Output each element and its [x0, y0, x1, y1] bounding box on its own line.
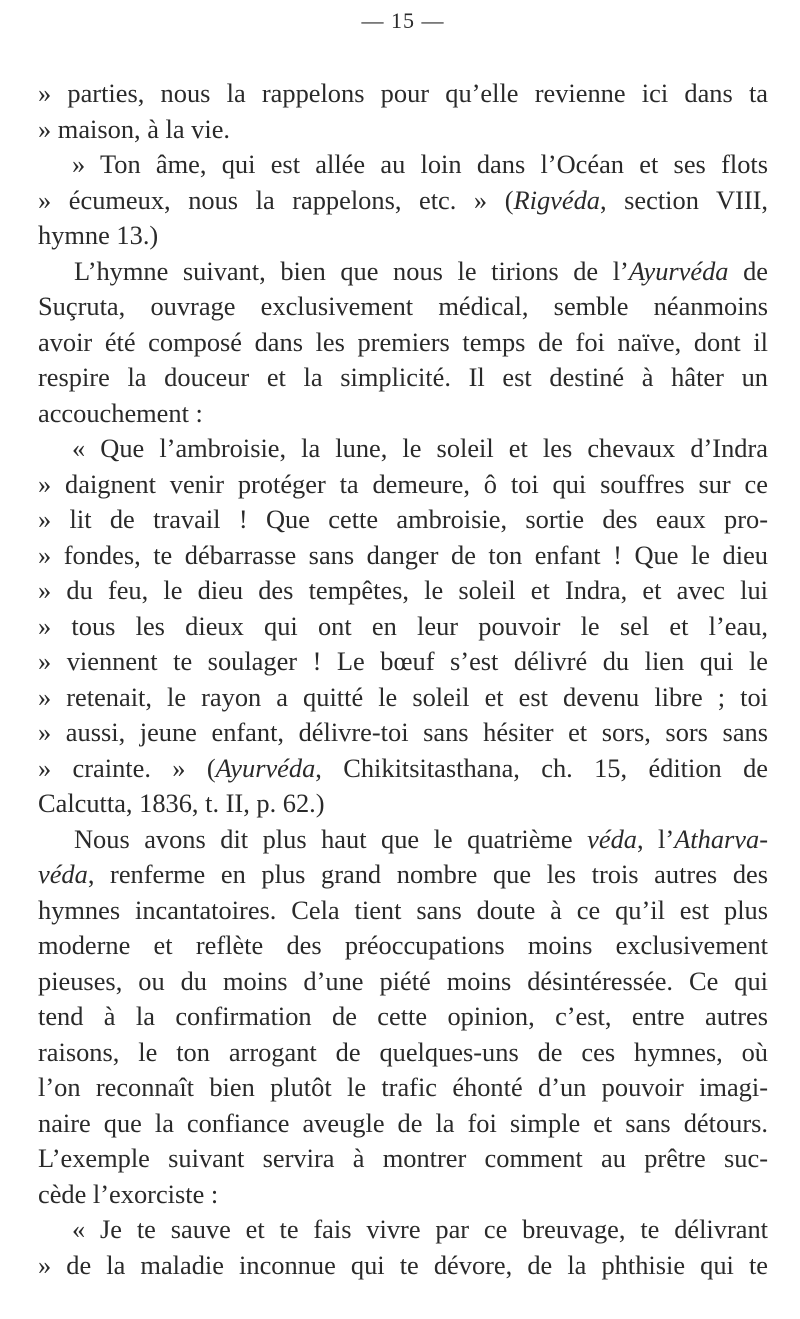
text-line: » viennent te soulager ! Le bœuf s’est délivré du lien qui le: [38, 646, 768, 676]
text-line: » de la maladie inconnue qui te dévore, de la phthisie qui te: [38, 1249, 768, 1280]
text-line: » fondes, te débarrasse sans danger de ton enfant ! Que le dieu: [38, 539, 768, 570]
text-line: » écumeux, nous la rappelons, etc. » (Rigvéda, section VIII,: [38, 184, 768, 215]
text-line: Suçruta, ouvrage exclusivement médical, semble néanmoins: [38, 291, 768, 321]
text-line: » maison, à la vie.: [38, 113, 231, 144]
text-line: « Je te sauve et te fais vivre par ce breuvage, te délivrant: [72, 1214, 768, 1244]
text-line: accouchement :: [38, 397, 203, 428]
book-page: [38, 6, 768, 1283]
body-text: [38, 76, 768, 1283]
text-line: hymnes incantatoires. Cela tient sans doute à ce qu’il est plus: [38, 894, 768, 925]
text-line: » tous les dieux qui ont en leur pouvoir le sel et l’eau,: [38, 610, 768, 641]
page-number: — 15 —: [361, 8, 445, 33]
text-line: Nous avons dit plus haut que le quatrième véda, l’Atharva-: [74, 823, 768, 854]
text-line: respire la douceur et la simplicité. Il est destiné à hâter un: [38, 362, 768, 392]
text-line: » aussi, jeune enfant, délivre-toi sans hésiter et sors, sors sans: [38, 717, 768, 747]
text-line: » lit de travail ! Que cette ambroisie, sortie des eaux pro-: [38, 504, 768, 534]
text-line: L’hymne suivant, bien que nous le tirions de l’Ayurvéda de: [74, 255, 768, 286]
text-line: cède l’exorciste :: [38, 1178, 219, 1209]
text-line: » crainte. » (Ayurvéda, Chikitsitasthana, ch. 15, édition de: [38, 752, 768, 783]
text-line: l’on reconnaît bien plutôt le trafic éhonté d’un pouvoir imagi-: [38, 1072, 768, 1102]
text-line: pieuses, ou du moins d’une piété moins désintéressée. Ce qui: [38, 965, 768, 996]
text-line: avoir été composé dans les premiers temps de foi naïve, dont il: [38, 326, 768, 357]
text-line: » Ton âme, qui est allée au loin dans l’Océan et ses flots: [72, 149, 768, 179]
text-line: « Que l’ambroisie, la lune, le soleil et les chevaux d’Indra: [72, 433, 768, 463]
text-line: hymne 13.): [38, 220, 159, 250]
text-line: raisons, le ton arrogant de quelques-uns de ces hymnes, où: [38, 1036, 768, 1067]
text-line: Calcutta, 1836, t. II, p. 62.): [38, 788, 325, 818]
text-line: véda, renferme en plus grand nombre que les trois autres des: [38, 859, 768, 889]
text-line: » retenait, le rayon a quitté le soleil et est devenu libre ; toi: [38, 681, 768, 712]
text-line: » daignent venir protéger ta demeure, ô toi qui souffres sur ce: [38, 468, 768, 499]
text-line: moderne et reflète des préoccupations moins exclusivement: [38, 930, 768, 960]
text-line: » du feu, le dieu des tempêtes, le soleil et Indra, et avec lui: [38, 575, 768, 605]
text-line: naire que la confiance aveugle de la foi simple et sans détours.: [38, 1107, 768, 1138]
text-line: L’exemple suivant servira à montrer comment au prêtre suc-: [38, 1143, 768, 1173]
text-line: tend à la confirmation de cette opinion, c’est, entre autres: [38, 1001, 768, 1031]
text-line: » parties, nous la rappelons pour qu’elle revienne ici dans ta: [38, 78, 768, 108]
